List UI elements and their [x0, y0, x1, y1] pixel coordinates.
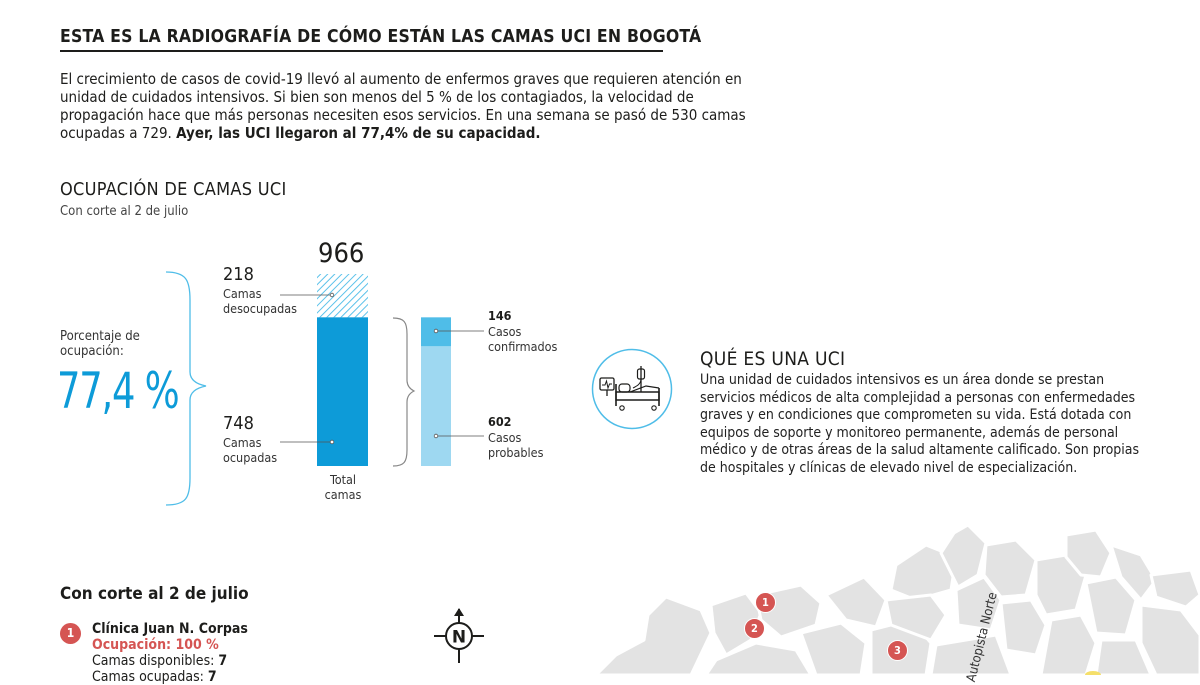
available-beds-label: Camas disponibles:: [92, 653, 219, 669]
probable-label: Casos probables: [488, 430, 544, 460]
percent-brace: [166, 272, 206, 505]
hospital-occupied-beds: [92, 669, 217, 685]
map-pin-2[interactable]: 2: [744, 618, 765, 639]
bar-probable-cases: [421, 346, 451, 466]
percent-value: 77,4 %: [57, 362, 179, 420]
occupied-beds-label: Camas ocupadas: [223, 435, 278, 465]
leader-confirmed-dot: [434, 329, 438, 333]
confirmed-value: 146: [488, 308, 512, 323]
intro-highlight: Ayer, las UCI llegaron al 77,4% de su capacidad.: [176, 124, 541, 142]
icu-bed-icon: [591, 348, 673, 430]
leader-free-dot: [330, 293, 334, 297]
occupied-beds-value: 748: [223, 413, 254, 434]
chart-title: OCUPACIÓN DE CAMAS UCI: [60, 179, 287, 200]
headline: ESTA ES LA RADIOGRAFÍA DE CÓMO ESTÁN LAS CAMAS UCI EN BOGOTÁ: [60, 27, 702, 47]
map-pin-3[interactable]: 3: [887, 640, 908, 661]
hospital-name: Clínica Juan N. Corpas: [92, 621, 248, 637]
map-pin-1[interactable]: 1: [755, 592, 776, 613]
percent-label: Porcentaje de ocupación:: [60, 329, 140, 359]
compass-icon: [432, 607, 486, 665]
compass-letter: N: [451, 627, 467, 648]
hospital-number-badge: 1: [60, 623, 81, 644]
bar-free-beds: [317, 274, 368, 317]
bar-occupied-beds: [317, 317, 368, 466]
chart-subtitle: Con corte al 2 de julio: [60, 204, 189, 219]
leader-occupied-dot: [330, 440, 334, 444]
leader-probable-dot: [434, 434, 438, 438]
uci-description: Una unidad de cuidados intensivos es un área donde se prestan servicios médicos de alta complejidad a personas con enfermedades graves y en condiciones que comprometen su vida. Está dotada con equipos de soporte y monitoreo permanente, además de personal médico y de otras áreas de la salud altamente calificado. Son propias de hospitales y clínicas de elevado nivel de especialización.: [700, 372, 1140, 476]
list-heading: Con corte al 2 de julio: [60, 584, 249, 604]
free-beds-value: 218: [223, 264, 254, 285]
total-beds-label: Total camas: [324, 472, 362, 502]
occupied-beds-row-label: Camas ocupadas:: [92, 669, 208, 685]
intro-text: El crecimiento de casos de covid-19 llevó al aumento de enfermos graves que requieren atención en unidad de cuidados intensivos. Si bien son menos del 5 % de los contagiados, la velocidad de propagación hace que más personas necesiten esos servicios. En una semana se pasó de 530 camas ocupadas a 729.: [60, 70, 746, 142]
uci-title: QUÉ ES UNA UCI: [700, 348, 846, 370]
confirmed-label: Casos confirmados: [488, 324, 558, 354]
probable-value: 602: [488, 414, 512, 429]
street-label-autopista-norte: Autopista Norte: [964, 590, 1001, 684]
occupied-beds-row-value: 7: [207, 669, 217, 685]
total-beds-value: 966: [318, 238, 365, 269]
free-beds-label: Camas desocupadas: [223, 286, 298, 316]
available-beds-value: 7: [218, 653, 228, 669]
hospital-occupancy: Ocupación: 100 %: [92, 637, 219, 653]
hospital-available-beds: [92, 653, 227, 669]
occupied-brace: [393, 318, 414, 466]
